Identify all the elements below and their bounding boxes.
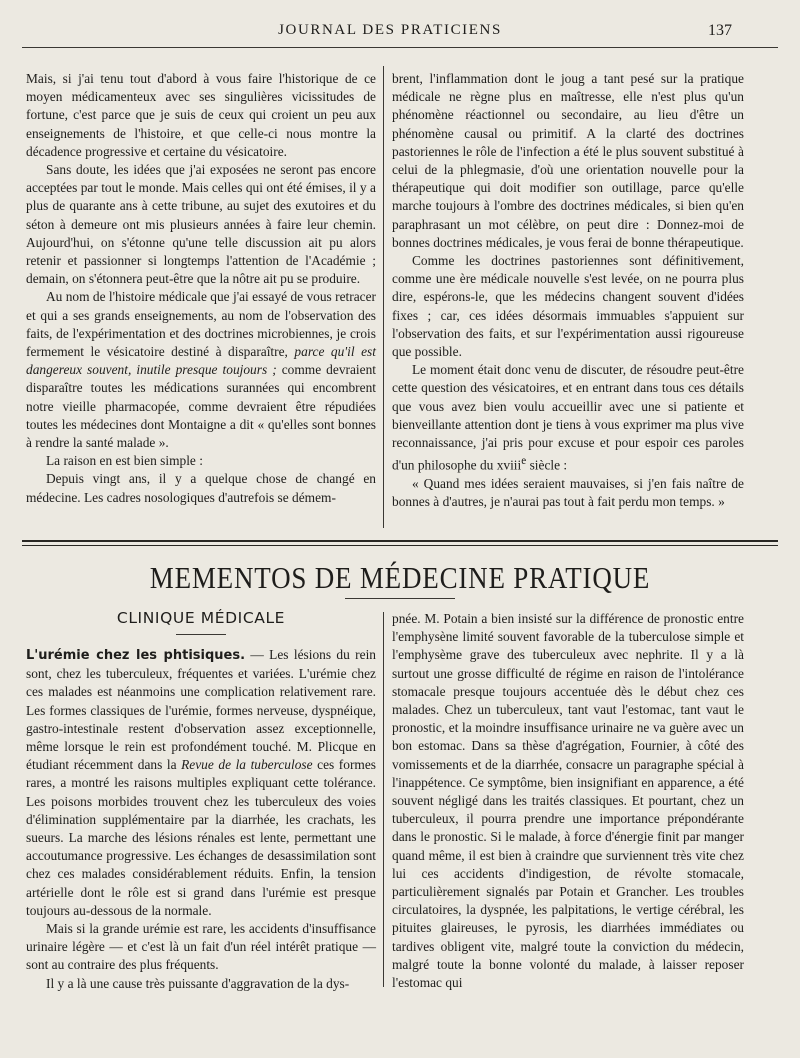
superscript: e [521,455,527,468]
paragraph: brent, l'inflammation dont le joug a tant pesé sur la pratique médicale ne règne plus en maîtresse, elle n'est plus qu'un phénomène réactionnel ou secondaire, au lieu d'être un phénomène causal ou primitif. A la clarté des doctrines pastoriennes le rôle de l'infection a été le plus souvent substitué à celui de la phlegmasie, d'où une orientation nouvelle pour la thérapeutique qui doit modifier son outillage, parce qu'elle marche toujours à l'ombre des doctrines médicales, si bien qu'en paraphrasant un mot célèbre, on peut dire : Donnez-moi de bonnes doctrines médicales, je vous ferai de bonne thérapeutique. [392,71,744,250]
paragraph: Mais si la grande urémie est rare, les accidents d'insuffisance urinaire légère — et c'est là un fait d'un réel intérêt pratique — sont au contraire des plus fréquents. [26,921,376,973]
text-run: comme devraient disparaître toutes les médications surannées qui encombrent notre vieille pharmacopée, comme devraient être répudiées toutes les médecines dont Montaigne a dit « qu'elles sont bonnes à rendre la santé malade ». [26,362,377,451]
running-head [0,22,800,44]
paragraph: Sans doute, les idées que j'ai exposées ne seront pas encore acceptées par tout le monde. Mais celles qui ont été émises, il y a plus de quarante ans à cette tribune, au sujet des exutoires et du séton à demeure ont mis plusieurs années à faire leur chemin. Aujourd'hui, on s'étonne qu'une telle discussion ait pu alors retenir et passionner si longtemps l'attention de l'Académie ; demain, on s'étonnera peut-être que la nôtre ait pu se produire. [26,162,376,287]
running-title: JOURNAL DES PRATICIENS [278,22,502,38]
italic-quote: parce qu'il est dangereux souvent, inutile presque toujours ; [26,344,376,378]
subsection-title: CLINIQUE MÉDICALE [116,609,286,627]
paragraph: La raison en est bien simple : [46,453,203,469]
section-title: MEMENTOS DE MÉDECINE PRATIQUE [149,561,651,595]
journal-title: Revue de la tuberculose [181,757,313,773]
column-divider [383,612,384,987]
text-run: Le moment était donc venu de discuter, de résoudre peut-être cette question des vésicatoires, et en entrant dans tous ces détails que vous avez bien voulu accueillir avec une si patiente et bienveillante attention dont je tiens à vous exprimer ma plus vive reconnaissance, j'ai pris pour excuse et pour espoir ces paroles d'un philosophe du xviii [392,362,744,473]
memento-column-right [392,610,744,992]
text-run: — Les lésions du rein sont, chez les tuberculeux, fréquentes et variées. L'urémie chez ces malades est néanmoins une complication relativement rare. Les formes classiques de l'urémie, formes nerveuse, dyspnéique, gastro-intestinale restent d'observation assez exceptionnelle, même lorsque le rein est profondément touché. M. Plicque en étudiant récemment dans la [26,647,376,773]
header-rule [22,47,778,48]
lead-heading: L'urémie chez les phtisiques. [26,648,246,663]
text-run: Au nom de l'histoire médicale que j'ai essayé de vous retracer et qui a ses grands enseignements, au nom de l'observation des faits, de l'expérimentation et des doctrines microbiennes, je crois fermement le vésicatoire destiné à disparaître, [26,289,376,360]
section-double-rule [22,540,778,546]
section-title-rule [345,598,455,599]
paragraph [392,361,744,475]
paragraph: Mais, si j'ai tenu tout d'abord à vous faire l'historique de ce moyen médicamenteux avec ses singulières vicissitudes de fortune, c'est parce que je suis de ceux qui croient un peu aux enseignements de l'histoire, et que celle-ci nous montre la décadence progressive et certaine du vésicatoire. [26,71,376,159]
article-column-right [392,70,744,511]
subsection-rule [176,634,226,635]
paragraph [26,288,376,452]
memento-column-left [26,646,376,993]
text-run: ces formes rares, a montré les raisons multiples expliquant cette tolérance. Les poisons morbides trouvent chez les tuberculeux des voies d'élimination supplémentaire par la diarrhée, les crachats, les sueurs. La marche des lésions rénales est lente, permettant une accoutumance progressive. Les échanges de desassimilation sont chez ces malades considérablement réduits. Enfin, la tension artérielle dont le rôle est si grand dans l'urémie est presque toujours au-dessous de la normale. [26,757,376,918]
paragraph: pnée. M. Potain a bien insisté sur la différence de pronostic entre l'emphysène limité souvent favorable de la tuberculose simple et l'emphysème grave des tuberculeux avec nephrite. Il y a là surtout une grosse difficulté de régime en raison de l'intolérance stomacale presque toujours accentuée dès le début chez ces malades. Chez un tuberculeux, tant vaut l'estomac, tant vaut le pronostic, et la moindre insuffisance urinaire ne va guère avec un bon estomac. Dans sa thèse d'agrégation, Fournier, à côté des vomissements et de la diarrhée, consacre un paragraphe spécial à l'inappétence. Ce symptôme, bien insignifiant en apparence, a été souvent négligé dans les traités classiques. Et pourtant, chez un tuberculeux, il pourra prendre une importance prépondérante dans le pronostic. Si le malade, à force d'énergie finit par manger quand même, il est bien à craindre que surviennent très vite chez lui ces accidents d'indigestion, de révolte stomacale, particulièrement signalés par Potain et Grancher. Les troubles circulatoires, la dyspnée, les palpitations, le vertige cérébral, les pituites glaireuses, le pyrosis, les diarrhées immédiates ou tardives obligent vite, malgré toute la conviction du médecin, malgré toute la bonne volonté du malade, à laisser reposer l'estomac qui [392,611,744,991]
paragraph [26,646,376,920]
article-column-left [26,70,376,507]
paragraph: Depuis vingt ans, il y a quelque chose de changé en médecine. Les cadres nosologiques d'autrefois se démem- [26,471,376,505]
text-run: siècle : [526,457,568,473]
page-number: 137 [708,22,732,39]
column-divider [383,66,384,528]
closing-quote: « Quand mes idées seraient mauvaises, si j'en fais naître de bonnes à d'autres, je n'aurai pas tout à fait perdu mon temps. » [392,475,744,510]
paragraph: Il y a là une cause très puissante d'aggravation de la dys- [46,975,350,991]
paragraph: Comme les doctrines pastoriennes sont définitivement, comme une ère médicale nouvelle s'est levée, on ne pourra plus dire, espérons-le, que les médecins changent souvent d'idées fixes ; car, ces idées désormais immuables s'appuient sur l'observation des faits, et sur l'expérimentation aussi rigoureuse que possible. [392,253,744,360]
